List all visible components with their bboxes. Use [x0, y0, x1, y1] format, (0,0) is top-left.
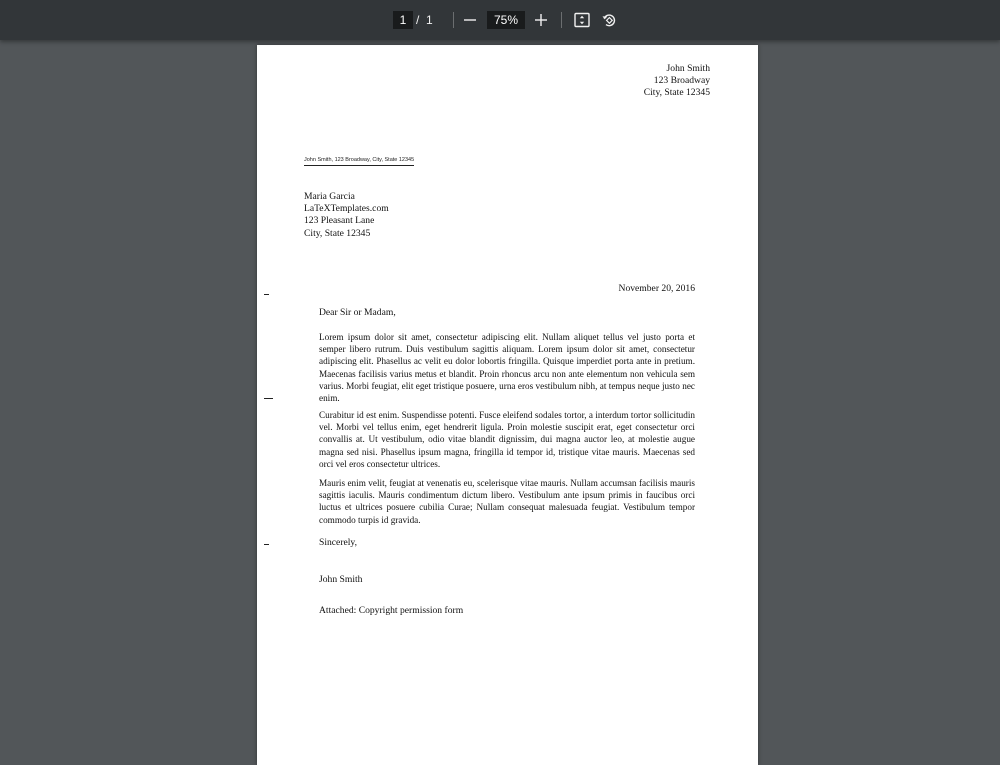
recipient-street: 123 Pleasant Lane: [304, 215, 375, 227]
punch-mark: [264, 398, 273, 399]
recipient-company: LaTeXTemplates.com: [304, 203, 389, 215]
page-separator: /: [416, 13, 420, 27]
zoom-in-button[interactable]: [531, 10, 551, 30]
recipient-name: Maria Garcia: [304, 191, 355, 202]
recipient-city: City, State 12345: [304, 227, 371, 239]
sender-city: City, State 12345: [643, 87, 710, 99]
closing: Sincerely,: [319, 537, 358, 548]
rotate-icon: [601, 12, 617, 28]
zoom-out-button[interactable]: [460, 10, 480, 30]
signature-name: John Smith: [319, 574, 363, 585]
fold-mark: [264, 294, 269, 295]
enclosure-note: Attached: Copyright permission form: [319, 605, 464, 616]
zoom-level-input[interactable]: 75%: [487, 11, 525, 29]
return-address-line: John Smith, 123 Broadway, City, State 12345: [304, 157, 414, 166]
page-total: 1: [426, 13, 433, 27]
body-paragraph: Mauris enim velit, feugiat at venenatis eu, scelerisque vitae mauris. Nullam accumsan facilisis mauris sagittis iaculis. Mauris condimentum dictum libero. Vestibulum ante ipsum primis in faucibus orci luctus et ultrices posuere cubilia Curae; Nullam consequat malesuada feugiat. Vestibulum tempor commodo turpis id gravida.: [319, 478, 695, 525]
minus-icon: [464, 14, 476, 26]
body-paragraph: Lorem ipsum dolor sit amet, consectetur adipiscing elit. Nullam aliquet tellus vel justo porta et semper libero rutrum. Duis vestibulum sagittis aliquam. Lorem ipsum dolor sit amet, consectetur adipiscing elit. Phasellus ac velit eu dolor lobortis fringilla. Quisque imperdiet porta ante in pretium. Maecenas facilisis varius metus et blandit. Proin rhoncus arcu non ante elementum non vehicula sem varius. Morbi feugiat, elit eget tristique posuere, urna eros vestibulum nibh, at tempus neque justo nec enim.: [319, 332, 695, 404]
plus-icon: [535, 14, 547, 26]
rotate-button[interactable]: [599, 10, 619, 30]
page-number-input[interactable]: 1: [393, 11, 413, 29]
toolbar-divider: [561, 12, 562, 28]
sender-street: 123 Broadway: [653, 75, 710, 87]
pdf-toolbar: [0, 0, 1000, 40]
body-paragraph: Curabitur id est enim. Suspendisse potenti. Fusce eleifend sodales tortor, a interdum tortor sollicitudin vel. Morbi vel tellus enim, eget hendrerit ligula. Proin molestie suscipit erat, eget consectetur orci convallis at. Ut vestibulum, odio vitae blandit dignissim, dui magna auctor leo, at molestie augue magna sed nisi. Phasellus ipsum magna, fringilla id tempor id, tristique vitae mauris. Maecenas sed orci vel eros consectetur ultrices.: [319, 410, 695, 469]
fit-to-page-button[interactable]: [572, 10, 592, 30]
toolbar-divider: [453, 12, 454, 28]
recipient-address: [304, 191, 389, 240]
sender-address: [644, 63, 710, 100]
letter-date: November 20, 2016: [618, 283, 695, 294]
sender-name: John Smith: [666, 63, 710, 74]
pdf-page: [257, 45, 758, 765]
fold-mark: [264, 544, 269, 545]
salutation: Dear Sir or Madam,: [319, 307, 396, 318]
page-count: [416, 11, 433, 29]
fit-page-icon: [574, 12, 590, 28]
